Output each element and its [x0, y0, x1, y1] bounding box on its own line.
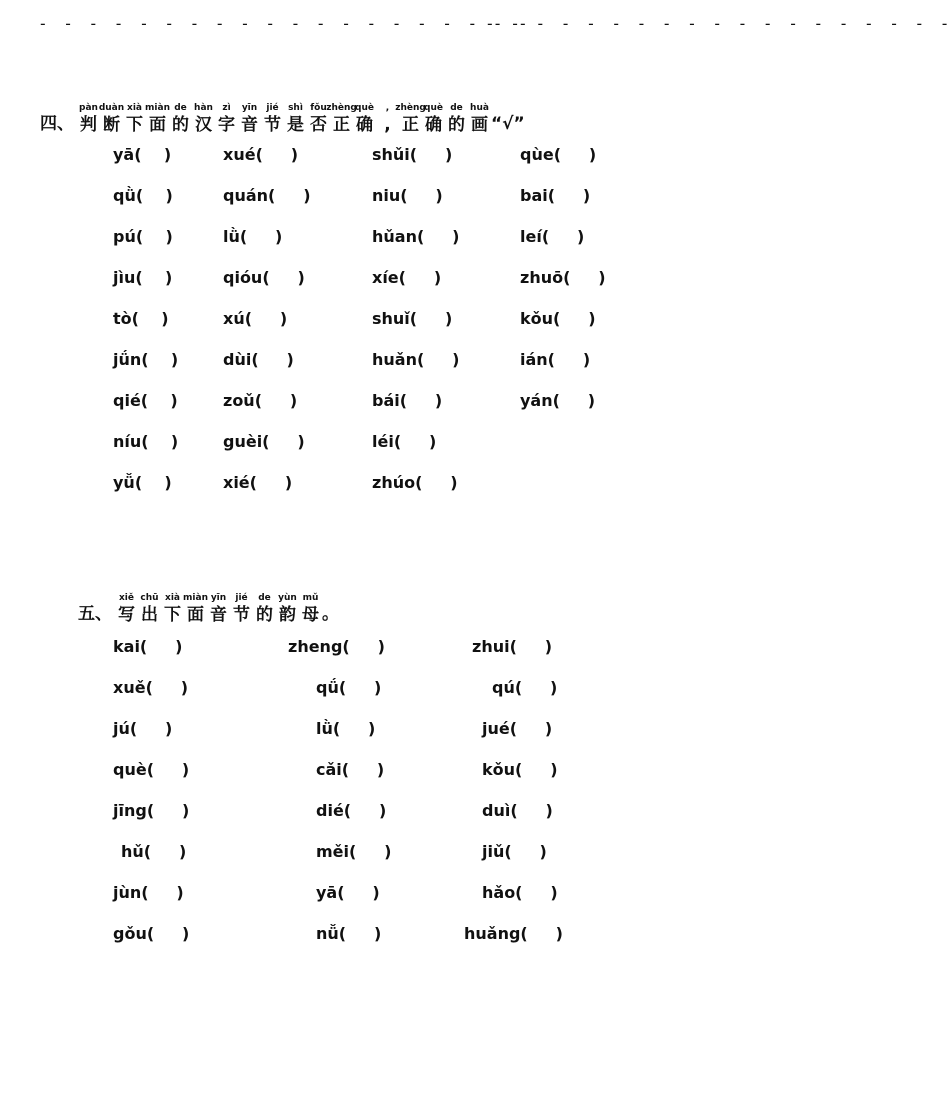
vowel-write-item: kai( ) — [113, 637, 183, 656]
title-char-hanzi: 判 — [80, 115, 97, 135]
title-char-pinyin: fǒu — [310, 103, 327, 113]
vowel-write-item: yā( ) — [316, 883, 380, 902]
pinyin-judge-item: zhúo( ) — [372, 473, 458, 492]
title-char-hanzi: 写 — [118, 605, 135, 625]
pinyin-judge-item: tò( ) — [113, 309, 169, 328]
title-char-pinyin: duàn — [98, 103, 125, 113]
title-char-hanzi: 下 — [126, 115, 143, 135]
pinyin-judge-item: shuǐ( ) — [372, 309, 453, 328]
title-char-pinyin: què — [355, 103, 374, 113]
title-char-pinyin: mǔ — [302, 593, 319, 603]
title-char-pinyin: yùn — [278, 593, 297, 603]
vowel-write-item: jú( ) — [113, 719, 173, 738]
title-char — [284, 103, 307, 136]
title-char — [138, 593, 161, 626]
vowel-write-item: jīng( ) — [113, 801, 190, 820]
title-char-hanzi: 下 — [164, 605, 181, 625]
pinyin-judge-item: ián( ) — [520, 350, 591, 369]
title-char — [184, 593, 207, 626]
section5-number: 五、 — [78, 604, 112, 624]
title-char-hanzi: 节 — [233, 605, 250, 625]
title-char — [326, 103, 357, 136]
section4-number: 四、 — [40, 114, 74, 134]
pinyin-judge-item: qùe( ) — [520, 145, 597, 164]
vowel-write-item: xuě( ) — [113, 678, 189, 697]
title-char-hanzi: 画 — [471, 115, 488, 135]
title-char — [299, 593, 322, 626]
title-char-pinyin: chū — [140, 593, 159, 603]
pinyin-judge-item: yán( ) — [520, 391, 596, 410]
pinyin-judge-item: qióu( ) — [223, 268, 305, 287]
pinyin-judge-item: bai( ) — [520, 186, 591, 205]
title-char — [77, 103, 100, 136]
section4-title — [40, 92, 525, 136]
title-char — [146, 103, 169, 136]
vowel-write-item: duì( ) — [482, 801, 553, 820]
vowel-write-item: qú( ) — [492, 678, 558, 697]
title-char-hanzi: 正 — [333, 115, 350, 135]
pinyin-judge-item: jǘn( ) — [113, 350, 179, 369]
title-char-hanzi: 音 — [241, 115, 258, 135]
pinyin-judge-item: lǜ( ) — [223, 227, 283, 246]
title-char-hanzi: 音 — [210, 605, 227, 625]
title-char — [468, 103, 491, 136]
vowel-write-item: què( ) — [113, 760, 190, 779]
title-char — [261, 103, 284, 136]
pinyin-judge-item: shǔi( ) — [372, 145, 453, 164]
title-char-pinyin: jié — [266, 103, 279, 113]
section5-title-tail: 。 — [322, 604, 339, 624]
pinyin-judge-item: yǚ( ) — [113, 473, 172, 492]
title-char-hanzi: 否 — [310, 115, 327, 135]
header-dashes-right: - - - - - - - - - - - - - - - - - - - — [485, 14, 952, 33]
pinyin-judge-item: níu( ) — [113, 432, 179, 451]
vowel-write-item: nǚ( ) — [316, 924, 382, 943]
pinyin-judge-item: kǒu( ) — [520, 309, 596, 328]
title-char — [445, 103, 468, 136]
title-char — [169, 103, 192, 136]
title-char-hanzi: 确 — [425, 115, 442, 135]
title-char-pinyin: , — [385, 103, 390, 113]
title-char-hanzi: 字 — [218, 115, 235, 135]
title-char-pinyin: zì — [222, 103, 231, 113]
title-char — [100, 103, 123, 136]
title-char-hanzi: 节 — [264, 115, 281, 135]
pinyin-judge-item: léi( ) — [372, 432, 437, 451]
title-char-pinyin: pàn — [79, 103, 98, 113]
title-char-pinyin: jié — [235, 593, 248, 603]
title-char — [123, 103, 146, 136]
pinyin-judge-item: leí( ) — [520, 227, 585, 246]
title-char — [215, 103, 238, 136]
pinyin-judge-item: niu( ) — [372, 186, 443, 205]
section5-title — [78, 582, 339, 626]
title-char-pinyin: què — [424, 103, 443, 113]
title-char — [395, 103, 426, 136]
title-char — [192, 103, 215, 136]
title-char-pinyin: yīn — [241, 103, 258, 113]
title-char-pinyin: hàn — [194, 103, 213, 113]
title-char-pinyin: zhèng — [395, 103, 426, 113]
pinyin-judge-item: zoǔ( ) — [223, 391, 298, 410]
pinyin-judge-item: pú( ) — [113, 227, 173, 246]
title-char-hanzi: 确 — [356, 115, 373, 135]
pinyin-judge-item: xíe( ) — [372, 268, 442, 287]
title-char-hanzi: 出 — [141, 605, 158, 625]
title-char-hanzi: , — [384, 115, 391, 135]
title-char-hanzi: 的 — [448, 115, 465, 135]
pinyin-judge-item: guèi( ) — [223, 432, 305, 451]
title-char-hanzi: 汉 — [195, 115, 212, 135]
title-char-pinyin: miàn — [183, 593, 208, 603]
title-char — [161, 593, 184, 626]
title-char-hanzi: 的 — [172, 115, 189, 135]
pinyin-judge-item: xué( ) — [223, 145, 299, 164]
vowel-write-item: huǎng( ) — [464, 924, 563, 943]
vowel-write-item: hǔ( ) — [121, 842, 187, 861]
title-char-hanzi: 母 — [302, 605, 319, 625]
pinyin-judge-item: dùi( ) — [223, 350, 294, 369]
pinyin-judge-item: xú( ) — [223, 309, 288, 328]
title-char — [276, 593, 299, 626]
title-char-hanzi: 韵 — [279, 605, 296, 625]
title-char — [422, 103, 445, 136]
section4-title-tail: “√” — [491, 114, 525, 134]
title-char-pinyin: xià — [127, 103, 142, 113]
title-char-pinyin: xià — [165, 593, 180, 603]
title-char-hanzi: 面 — [187, 605, 204, 625]
pinyin-judge-item: xié( ) — [223, 473, 293, 492]
title-char-pinyin: zhèng — [326, 103, 357, 113]
pinyin-judge-item: zhuō( ) — [520, 268, 606, 287]
vowel-write-item: jùn( ) — [113, 883, 184, 902]
title-char — [353, 103, 376, 136]
pinyin-judge-item: qié( ) — [113, 391, 178, 410]
pinyin-judge-item: hǔan( ) — [372, 227, 460, 246]
vowel-write-item: jué( ) — [482, 719, 553, 738]
pinyin-judge-item: jìu( ) — [113, 268, 173, 287]
vowel-write-item: měi( ) — [316, 842, 392, 861]
title-char — [115, 593, 138, 626]
title-char-pinyin: shì — [288, 103, 303, 113]
title-char-hanzi: 的 — [256, 605, 273, 625]
title-char — [238, 103, 261, 136]
vowel-write-item: kǒu( ) — [482, 760, 558, 779]
title-char-pinyin: xiě — [119, 593, 134, 603]
pinyin-judge-item: quán( ) — [223, 186, 311, 205]
title-char — [230, 593, 253, 626]
title-char-pinyin: de — [258, 593, 271, 603]
vowel-write-item: cǎi( ) — [316, 760, 385, 779]
pinyin-judge-item: yā( ) — [113, 145, 172, 164]
vowel-write-item: zheng( ) — [288, 637, 385, 656]
vowel-write-item: lǜ( ) — [316, 719, 376, 738]
title-char-hanzi: 面 — [149, 115, 166, 135]
title-char-hanzi: 是 — [287, 115, 304, 135]
pinyin-judge-item: bái( ) — [372, 391, 443, 410]
vowel-write-item: qǘ( ) — [316, 678, 382, 697]
title-char-pinyin: huà — [470, 103, 489, 113]
pinyin-judge-item: qǜ( ) — [113, 186, 173, 205]
title-char-hanzi: 正 — [402, 115, 419, 135]
header-dashes-left: - - - - - - - - - - - - - - - - - - - - — [38, 14, 531, 33]
vowel-write-item: dié( ) — [316, 801, 387, 820]
vowel-write-item: zhui( ) — [472, 637, 553, 656]
vowel-write-item: gǒu( ) — [113, 924, 190, 943]
title-char-hanzi: 断 — [103, 115, 120, 135]
title-char-pinyin: yīn — [210, 593, 227, 603]
vowel-write-item: hǎo( ) — [482, 883, 558, 902]
pinyin-judge-item: huǎn( ) — [372, 350, 460, 369]
title-char-pinyin: de — [174, 103, 187, 113]
title-char — [253, 593, 276, 626]
title-char-pinyin: miàn — [145, 103, 170, 113]
vowel-write-item: jiǔ( ) — [482, 842, 547, 861]
title-char — [207, 593, 230, 626]
title-char-pinyin: de — [450, 103, 463, 113]
